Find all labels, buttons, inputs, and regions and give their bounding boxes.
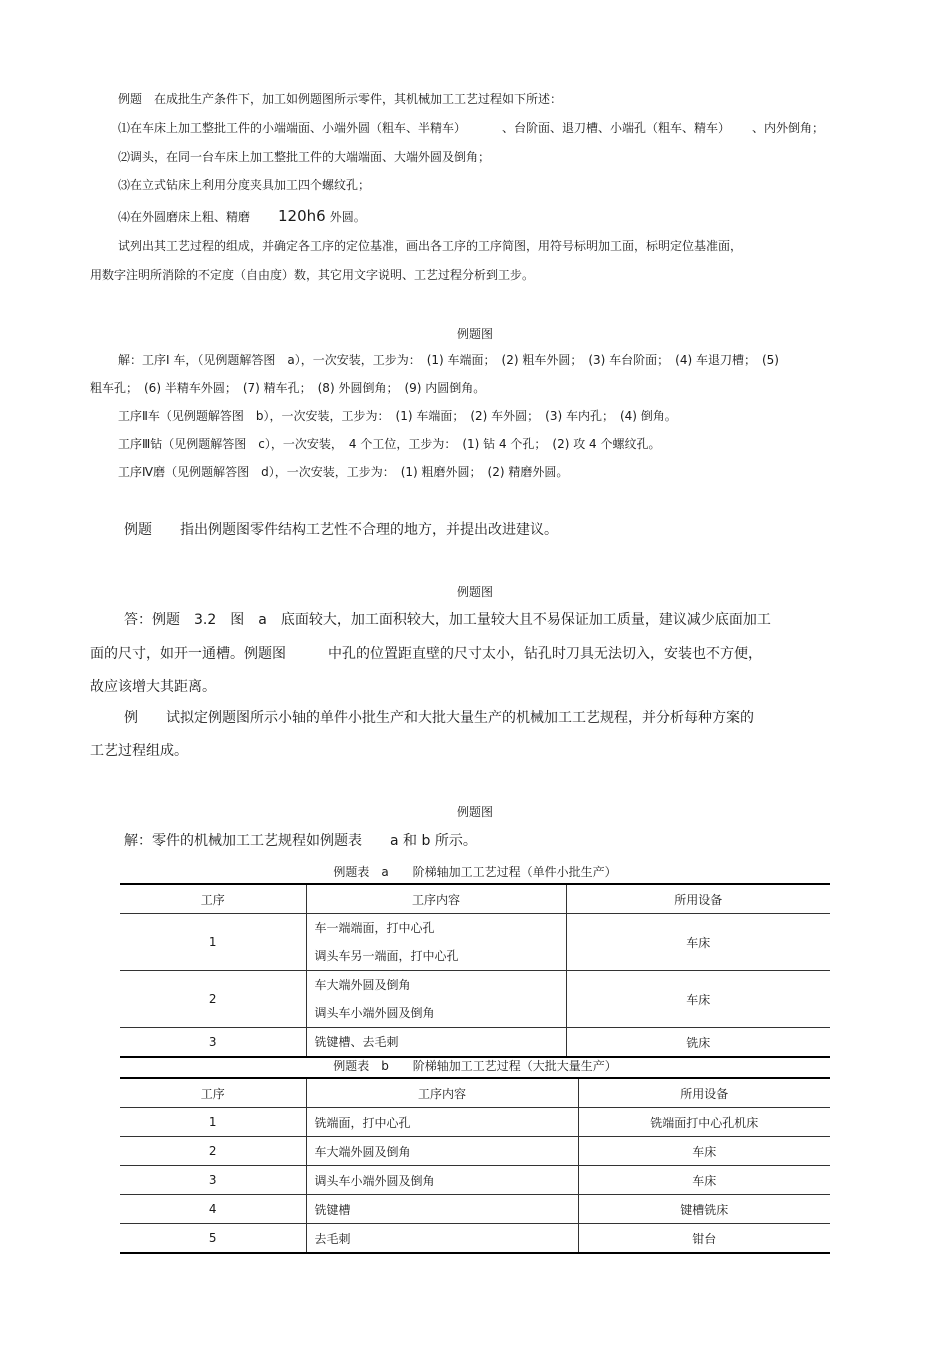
table-a-content-line: 车大端外圆及倒角 (314, 978, 411, 992)
ex2-question: 例题 指出例题图零件结构工艺性不合理的地方，并提出改进建议。 (124, 522, 558, 538)
ex3-figure-caption: 例题图 (456, 805, 493, 819)
table-row (120, 1224, 830, 1254)
table-b-cell-equipment: 铣端面打中心孔机床 (578, 1108, 830, 1137)
ex1-step-1 (118, 121, 824, 136)
ex1-tolerance: 120h6 (278, 207, 326, 225)
ex1-step-4-part-a: ⑷在外圆磨床上粗、精磨 (118, 210, 251, 224)
ex1-title: 例题 (118, 92, 143, 106)
ex1-requirement-1: 试列出其工艺过程的组成，并确定各工序的定位基准，画出各工序的工序简图，用符号标明加工面，标明定位基准面， (118, 239, 743, 253)
table-a-cell-equipment: 车床 (566, 914, 830, 971)
ex1-answer-4: 工序Ⅲ钻（见例题解答图 c），一次安装， 4 个工位，工步为： (1) 钻 4 个孔； (2) 攻 4 个螺纹孔。 (118, 437, 661, 451)
table-a-content-line: 调头车小端外圆及倒角 (314, 1006, 435, 1020)
table-b-cell-equipment: 车床 (578, 1137, 830, 1166)
table-a-cell-step: 1 (120, 914, 306, 971)
table-a-cell-step: 2 (120, 971, 306, 1028)
table-a-header-equipment: 所用设备 (566, 884, 830, 914)
table-a-cell-content (306, 914, 566, 971)
ex3-question-1: 例 试拟定例题图所示小轴的单件小批生产和大批大量生产的机械加工工艺规程，并分析每种方案的 (124, 710, 754, 726)
table-row (120, 1028, 830, 1058)
ex1-intro-line (118, 92, 562, 107)
table-a-cell-equipment: 车床 (566, 971, 830, 1028)
table-row (120, 1195, 830, 1224)
table-b-cell-content: 铣端面，打中心孔 (306, 1108, 578, 1137)
table-b-cell-content: 车大端外圆及倒角 (306, 1137, 578, 1166)
ex1-figure-caption: 例题图 (456, 327, 493, 341)
table-a-cell-content (306, 971, 566, 1028)
table-a-content-line: 调头车另一端面，打中心孔 (314, 949, 459, 963)
table-a-cell-content (306, 1028, 566, 1058)
ex1-step-2: ⑵调头，在同一台车床上加工整批工件的大端端面、大端外圆及倒角； (118, 150, 491, 164)
table-a (120, 883, 830, 1058)
table-b-caption: 例题表 b 阶梯轴加工工艺过程（大批大量生产） (333, 1059, 617, 1073)
ex3-answer: 解：零件的机械加工工艺规程如例题表 a 和 b 所示。 (124, 833, 477, 849)
ex1-answer-3: 工序Ⅱ车（见例题解答图 b），一次安装，工步为： (1) 车端面； (2) 车外圆； (3) 车内孔； (4) 倒角。 (118, 409, 677, 423)
ex3-question-2: 工艺过程组成。 (90, 743, 188, 759)
table-b (120, 1077, 830, 1254)
table-a-content-line: 车一端端面，打中心孔 (314, 921, 435, 935)
ex1-requirement-2: 用数字注明所消除的不定度（自由度）数，其它用文字说明、工艺过程分析到工步。 (90, 268, 535, 282)
table-a-caption: 例题表 a 阶梯轴加工工艺过程（单件小批生产） (333, 865, 617, 879)
table-row (120, 1108, 830, 1137)
ex1-step-4 (118, 207, 366, 226)
table-b-cell-step: 5 (120, 1224, 306, 1254)
ex1-step-1-part-c: 、内外倒角； (752, 121, 825, 135)
table-b-header-equipment: 所用设备 (578, 1078, 830, 1108)
table-a-content-line: 铣键槽、去毛刺 (314, 1035, 399, 1049)
table-row (120, 1166, 830, 1195)
table-b-cell-step: 3 (120, 1166, 306, 1195)
table-a-header-row (120, 884, 830, 914)
table-a-header-step: 工序 (120, 884, 306, 914)
ex1-step-1-part-a: ⑴在车床上加工整批工件的小端端面、小端外圆（粗车、半精车） (118, 121, 467, 135)
table-b-header-row (120, 1078, 830, 1108)
table-b-cell-step: 2 (120, 1137, 306, 1166)
table-row (120, 1137, 830, 1166)
table-b-header-content: 工序内容 (306, 1078, 578, 1108)
table-b-cell-equipment: 键槽铣床 (578, 1195, 830, 1224)
ex1-step-3: ⑶在立式钻床上利用分度夹具加工四个螺纹孔； (118, 178, 371, 192)
ex1-answer-2: 粗车孔； (6) 半精车外圆； (7) 精车孔； (8) 外圆倒角； (9) 内圆倒角。 (90, 381, 486, 395)
ex1-intro: 在成批生产条件下，加工如例题图所示零件，其机械加工工艺过程如下所述： (154, 92, 563, 106)
table-b-cell-step: 1 (120, 1108, 306, 1137)
ex2-answer-3: 故应该增大其距离。 (90, 679, 216, 695)
ex2-answer-2: 面的尺寸，如开一通槽。例题图 中孔的位置距直壁的尺寸太小，钻孔时刀具无法切入，安装也不方便， (90, 646, 762, 662)
table-a-header-content: 工序内容 (306, 884, 566, 914)
table-b-cell-equipment: 车床 (578, 1166, 830, 1195)
ex1-step-4-part-c: 外圆。 (329, 210, 366, 224)
table-b-cell-equipment: 钳台 (578, 1224, 830, 1254)
table-b-cell-step: 4 (120, 1195, 306, 1224)
table-b-cell-content: 去毛刺 (306, 1224, 578, 1254)
table-a-cell-equipment: 铣床 (566, 1028, 830, 1058)
table-b-cell-content: 调头车小端外圆及倒角 (306, 1166, 578, 1195)
ex2-figure-caption: 例题图 (456, 585, 493, 599)
ex1-step-1-part-b: 、台阶面、退刀槽、小端孔（粗车、精车） (502, 121, 731, 135)
table-row (120, 971, 830, 1028)
table-a-cell-step: 3 (120, 1028, 306, 1058)
ex1-answer-1: 解：工序Ⅰ 车，（见例题解答图 a），一次安装，工步为： (1) 车端面； (2) 粗车外圆； (3) 车台阶面； (4) 车退刀槽； (5) (118, 353, 779, 367)
ex2-answer-1: 答：例题 3.2 图 a 底面较大，加工面积较大，加工量较大且不易保证加工质量，建议减少底面加工 (124, 612, 771, 628)
table-b-cell-content: 铣键槽 (306, 1195, 578, 1224)
ex1-answer-5: 工序Ⅳ磨（见例题解答图 d），一次安装，工步为： (1) 粗磨外圆； (2) 精磨外圆。 (118, 465, 569, 479)
table-b-header-step: 工序 (120, 1078, 306, 1108)
table-row (120, 914, 830, 971)
